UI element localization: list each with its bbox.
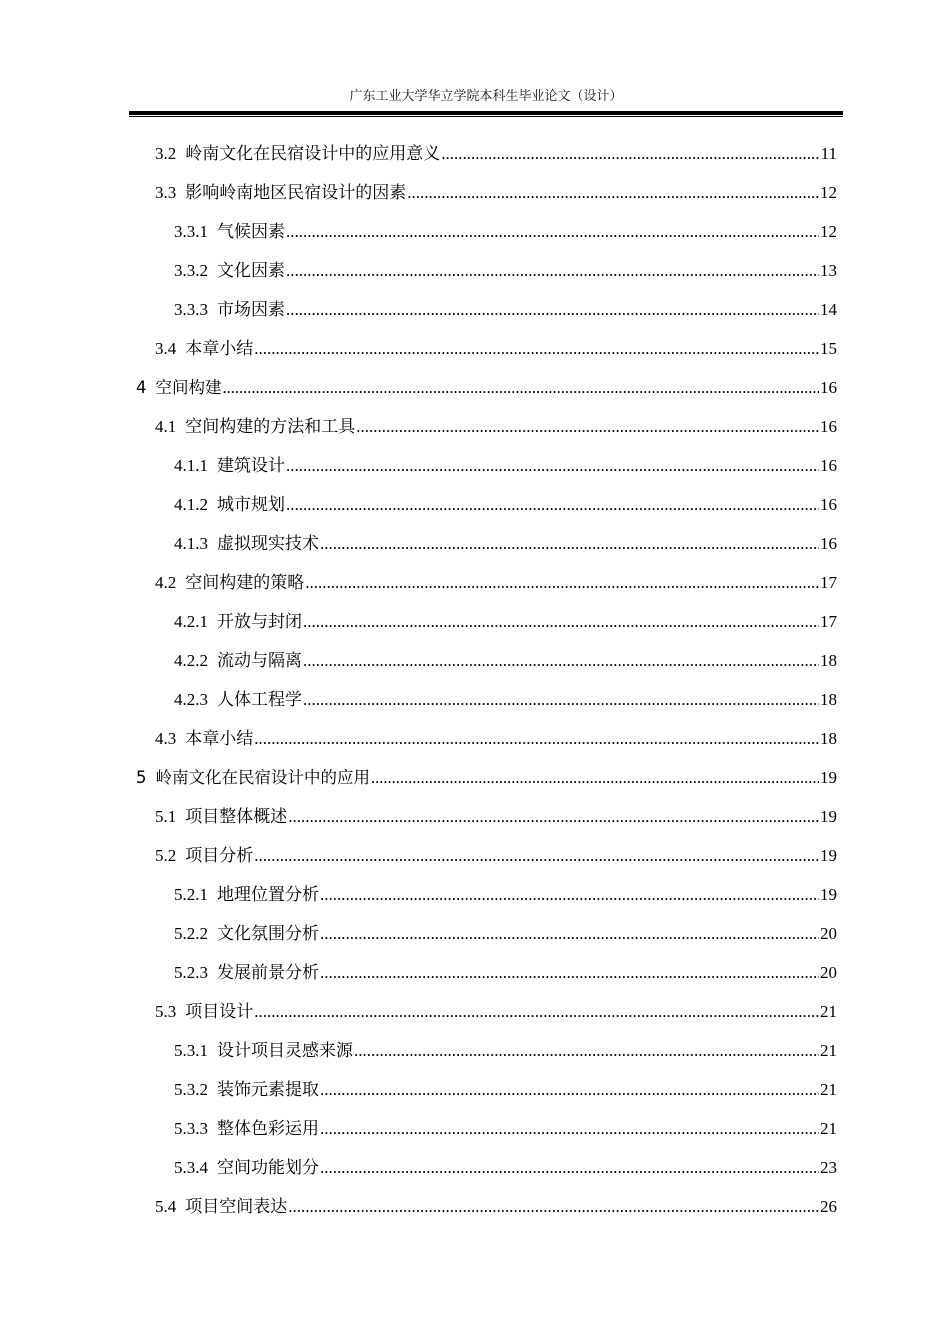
toc-entry-title: 开放与封闭 [217,612,302,631]
toc-entry-number: 4.1.1 [174,456,208,475]
toc-entry-title: 空间构建 [155,378,222,397]
toc-entry[interactable] [136,377,837,399]
toc-entry[interactable] [155,1196,837,1218]
toc-entry-title: 整体色彩运用 [217,1119,319,1138]
toc-dot-leader [254,338,819,360]
toc-dot-leader [320,884,819,906]
toc-dot-leader [354,1040,819,1062]
toc-dot-leader [407,182,819,204]
toc-entry-title: 岭南文化在民宿设计中的应用意义 [185,144,441,163]
toc-dot-leader [320,533,819,555]
toc-entry-page-number: 19 [820,846,837,865]
toc-entry-number: 3.2 [155,144,177,163]
toc-entry[interactable] [174,689,837,711]
toc-entry-title: 项目整体概述 [185,807,288,826]
toc-dot-leader [286,221,819,243]
toc-entry[interactable] [174,884,837,906]
toc-entry-title: 设计项目灵感来源 [217,1041,353,1060]
toc-dot-leader [320,1118,819,1140]
toc-entry-page-number: 26 [820,1197,837,1216]
toc-entry-number: 4.3 [155,729,177,748]
toc-dot-leader [320,962,819,984]
toc-dot-leader [320,923,819,945]
toc-entry-title: 气候因素 [217,222,285,241]
toc-entry-page-number: 19 [820,885,837,904]
toc-entry-page-number: 19 [820,768,837,787]
toc-dot-leader [288,806,819,828]
toc-entry[interactable] [155,1001,837,1023]
toc-entry-title: 装饰元素提取 [217,1080,319,1099]
toc-entry[interactable] [174,1040,837,1062]
toc-entry-number: 5.3 [155,1002,177,1021]
toc-entry-page-number: 16 [820,534,837,553]
toc-dot-leader [356,416,819,438]
running-header: 广东工业大学华立学院本科生毕业论文（设计） [349,89,623,104]
toc-entry-page-number: 17 [820,612,837,631]
toc-entry-number: 5.4 [155,1197,177,1216]
toc-entry-page-number: 16 [820,378,837,397]
toc-entry[interactable] [174,962,837,984]
toc-entry-number: 5.2.1 [174,885,208,904]
toc-entry-title: 文化氛围分析 [217,924,319,943]
toc-entry-number: 5.2.2 [174,924,208,943]
toc-entry-page-number: 21 [820,1080,837,1099]
toc-entry[interactable] [155,416,837,438]
toc-entry-title: 项目设计 [185,1002,254,1021]
toc-dot-leader [320,1079,819,1101]
toc-entry-number: 5.1 [155,807,177,826]
toc-dot-leader [303,611,819,633]
toc-entry-page-number: 17 [820,573,837,592]
toc-entry-number: 3.4 [155,339,177,358]
toc-dot-leader [286,260,819,282]
toc-entry-number: 3.3.3 [174,300,208,319]
toc-entry-page-number: 18 [820,729,837,748]
header-rule-thick [129,111,843,115]
toc-entry-number: 5.3.3 [174,1119,208,1138]
toc-entry[interactable] [155,182,837,204]
toc-entry[interactable] [174,1118,837,1140]
toc-entry[interactable] [174,494,837,516]
toc-entry-title: 文化因素 [217,261,285,280]
toc-entry-page-number: 23 [820,1158,837,1177]
toc-dot-leader [320,1157,819,1179]
toc-entry-number: 5.3.4 [174,1158,208,1177]
header-rule-thin [129,116,843,117]
toc-entry-page-number: 12 [820,222,837,241]
toc-entry-title: 建筑设计 [217,456,285,475]
toc-entry-page-number: 14 [820,300,837,319]
toc-dot-leader [303,689,819,711]
toc-entry[interactable] [155,845,837,867]
toc-dot-leader [303,650,819,672]
toc-entry-number: 3.3.2 [174,261,208,280]
toc-entry-title: 空间功能划分 [217,1158,319,1177]
toc-entry-page-number: 13 [820,261,837,280]
toc-entry-number: 4.2.1 [174,612,208,631]
toc-entry-page-number: 20 [820,924,837,943]
toc-entry-title: 影响岭南地区民宿设计的因素 [185,183,407,202]
toc-entry[interactable] [155,143,837,165]
toc-entry[interactable] [174,533,837,555]
toc-entry-page-number: 18 [820,651,837,670]
toc-entry-number: 4.2.3 [174,690,208,709]
toc-entry-page-number: 11 [820,144,837,163]
toc-entry[interactable] [155,728,837,750]
toc-entry[interactable] [174,923,837,945]
toc-entry-page-number: 16 [820,417,837,436]
toc-entry-number: 4.1 [155,417,177,436]
toc-dot-leader [286,299,819,321]
toc-entry-page-number: 15 [820,339,837,358]
toc-entry-number: 3.3.1 [174,222,208,241]
toc-dot-leader [254,845,819,867]
toc-dot-leader [305,572,819,594]
toc-entry-page-number: 21 [820,1002,837,1021]
toc-entry-number: 5 [136,768,147,787]
toc-entry-number: 4 [136,378,147,397]
toc-entry-page-number: 19 [820,807,837,826]
toc-entry-page-number: 21 [820,1119,837,1138]
toc-entry[interactable] [174,299,837,321]
toc-dot-leader [286,494,819,516]
toc-entry-page-number: 20 [820,963,837,982]
toc-entry[interactable] [174,455,837,477]
toc-dot-leader [223,377,820,399]
toc-entry-number: 5.3.2 [174,1080,208,1099]
toc-dot-leader [441,143,819,165]
toc-dot-leader [254,728,819,750]
toc-dot-leader [288,1196,819,1218]
toc-entry-number: 4.2.2 [174,651,208,670]
toc-dot-leader [254,1001,819,1023]
toc-entry-page-number: 18 [820,690,837,709]
toc-entry[interactable] [155,806,837,828]
toc-entry[interactable] [174,1157,837,1179]
toc-entry-page-number: 12 [820,183,837,202]
toc-entry-title: 本章小结 [185,339,254,358]
toc-entry[interactable] [136,767,837,789]
toc-entry-title: 岭南文化在民宿设计中的应用 [155,768,370,787]
toc-entry-title: 空间构建的策略 [185,573,305,592]
toc-entry-number: 4.1.3 [174,534,208,553]
toc-dot-leader [286,455,819,477]
toc-entry-title: 虚拟现实技术 [217,534,319,553]
toc-entry-number: 4.1.2 [174,495,208,514]
toc-entry-page-number: 16 [820,456,837,475]
toc-entry-title: 发展前景分析 [217,963,319,982]
toc-entry-title: 人体工程学 [217,690,302,709]
toc-entry-title: 空间构建的方法和工具 [185,417,356,436]
toc-entry[interactable] [174,611,837,633]
toc-entry[interactable] [174,260,837,282]
toc-entry[interactable] [174,1079,837,1101]
toc-entry-title: 本章小结 [185,729,254,748]
toc-entry-title: 流动与隔离 [217,651,302,670]
toc-entry[interactable] [155,572,837,594]
toc-entry-title: 市场因素 [217,300,285,319]
toc-entry-title: 地理位置分析 [217,885,319,904]
toc-entry-page-number: 21 [820,1041,837,1060]
toc-dot-leader [371,767,819,789]
toc-entry-number: 5.3.1 [174,1041,208,1060]
toc-entry[interactable] [174,221,837,243]
toc-entry-title: 项目分析 [185,846,254,865]
toc-entry-number: 4.2 [155,573,177,592]
toc-entry-number: 3.3 [155,183,177,202]
toc-entry[interactable] [174,650,837,672]
toc-entry[interactable] [155,338,837,360]
toc-entry-title: 城市规划 [217,495,285,514]
toc-entry-number: 5.2 [155,846,177,865]
toc-entry-number: 5.2.3 [174,963,208,982]
toc-entry-title: 项目空间表达 [185,1197,288,1216]
toc-entry-page-number: 16 [820,495,837,514]
